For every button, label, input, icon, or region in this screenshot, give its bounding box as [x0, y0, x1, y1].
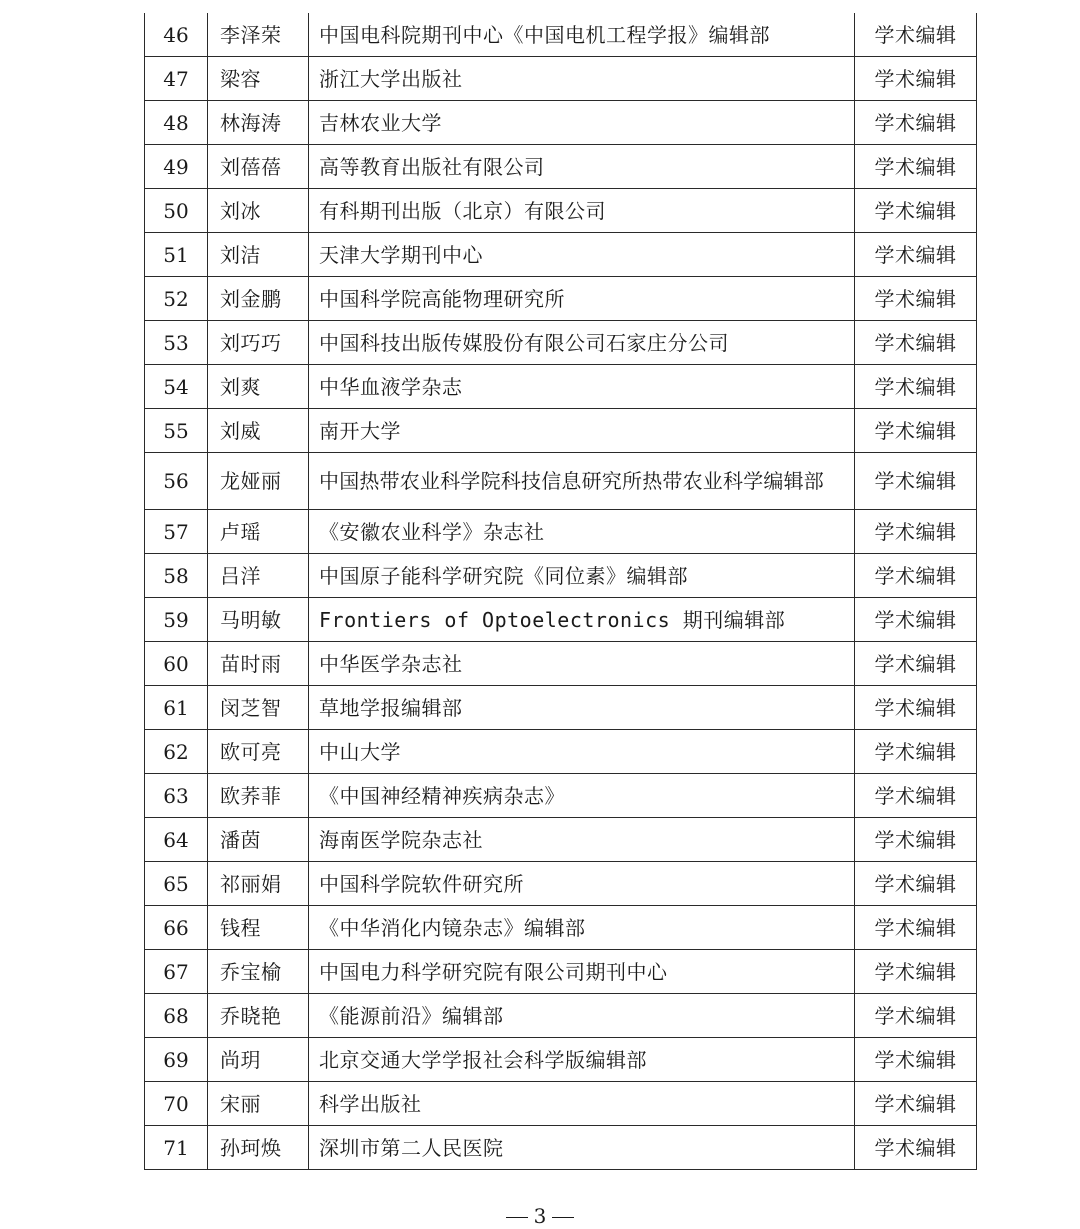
role-cell: 学术编辑 [855, 642, 977, 686]
table-row [145, 686, 977, 730]
table-row [145, 189, 977, 233]
unit-cell: Frontiers of Optoelectronics 期刊编辑部 [309, 598, 855, 642]
row-number-cell: 47 [145, 57, 208, 101]
unit-cell: 深圳市第二人民医院 [309, 1126, 855, 1170]
unit-cell: 中华医学杂志社 [309, 642, 855, 686]
name-cell: 欧可亮 [208, 730, 309, 774]
row-number-cell: 63 [145, 774, 208, 818]
row-number-cell: 56 [145, 453, 208, 510]
row-number-cell: 64 [145, 818, 208, 862]
row-number-cell: 62 [145, 730, 208, 774]
table-row [145, 145, 977, 189]
page-number-left-dash [506, 1217, 528, 1219]
name-cell: 刘蓓蓓 [208, 145, 309, 189]
unit-cell: 中华血液学杂志 [309, 365, 855, 409]
name-cell: 林海涛 [208, 101, 309, 145]
role-cell: 学术编辑 [855, 862, 977, 906]
name-cell: 欧荞菲 [208, 774, 309, 818]
role-cell: 学术编辑 [855, 686, 977, 730]
table-row [145, 818, 977, 862]
unit-cell: 《能源前沿》编辑部 [309, 994, 855, 1038]
role-cell: 学术编辑 [855, 101, 977, 145]
role-cell: 学术编辑 [855, 1126, 977, 1170]
unit-cell: 吉林农业大学 [309, 101, 855, 145]
table-row [145, 774, 977, 818]
row-number-cell: 69 [145, 1038, 208, 1082]
role-cell: 学术编辑 [855, 233, 977, 277]
role-cell: 学术编辑 [855, 321, 977, 365]
row-number-cell: 67 [145, 950, 208, 994]
row-number-cell: 57 [145, 510, 208, 554]
unit-cell: 中国原子能科学研究院《同位素》编辑部 [309, 554, 855, 598]
unit-cell: 浙江大学出版社 [309, 57, 855, 101]
table-row [145, 510, 977, 554]
page-number-right-dash [552, 1217, 574, 1219]
page-number-value: 3 [533, 1204, 547, 1228]
role-cell: 学术编辑 [855, 1082, 977, 1126]
unit-cell: 有科期刊出版（北京）有限公司 [309, 189, 855, 233]
table-row [145, 57, 977, 101]
table-row [145, 233, 977, 277]
role-cell: 学术编辑 [855, 554, 977, 598]
row-number-cell: 66 [145, 906, 208, 950]
role-cell: 学术编辑 [855, 906, 977, 950]
role-cell: 学术编辑 [855, 818, 977, 862]
name-cell: 尚玥 [208, 1038, 309, 1082]
name-cell: 龙娅丽 [208, 453, 309, 510]
role-cell: 学术编辑 [855, 189, 977, 233]
unit-cell: 《中国神经精神疾病杂志》 [309, 774, 855, 818]
unit-cell: 草地学报编辑部 [309, 686, 855, 730]
unit-cell: 《安徽农业科学》杂志社 [309, 510, 855, 554]
unit-cell: 《中华消化内镜杂志》编辑部 [309, 906, 855, 950]
role-cell: 学术编辑 [855, 994, 977, 1038]
name-cell: 刘洁 [208, 233, 309, 277]
name-cell: 刘巧巧 [208, 321, 309, 365]
page-number [0, 1204, 1080, 1228]
table-row [145, 1082, 977, 1126]
table-row [145, 1038, 977, 1082]
row-number-cell: 46 [145, 13, 208, 57]
row-number-cell: 49 [145, 145, 208, 189]
name-cell: 卢瑶 [208, 510, 309, 554]
row-number-cell: 71 [145, 1126, 208, 1170]
unit-cell: 高等教育出版社有限公司 [309, 145, 855, 189]
unit-cell: 海南医学院杂志社 [309, 818, 855, 862]
row-number-cell: 61 [145, 686, 208, 730]
name-cell: 乔晓艳 [208, 994, 309, 1038]
unit-cell: 中国电科院期刊中心《中国电机工程学报》编辑部 [309, 13, 855, 57]
unit-cell: 天津大学期刊中心 [309, 233, 855, 277]
role-cell: 学术编辑 [855, 950, 977, 994]
unit-cell: 中国科学院高能物理研究所 [309, 277, 855, 321]
name-cell: 李泽荣 [208, 13, 309, 57]
table-row [145, 13, 977, 57]
role-cell: 学术编辑 [855, 453, 977, 510]
role-cell: 学术编辑 [855, 730, 977, 774]
role-cell: 学术编辑 [855, 598, 977, 642]
row-number-cell: 58 [145, 554, 208, 598]
role-cell: 学术编辑 [855, 13, 977, 57]
row-number-cell: 48 [145, 101, 208, 145]
name-cell: 梁容 [208, 57, 309, 101]
role-cell: 学术编辑 [855, 774, 977, 818]
table-row [145, 453, 977, 510]
row-number-cell: 51 [145, 233, 208, 277]
unit-cell: 北京交通大学学报社会科学版编辑部 [309, 1038, 855, 1082]
table-row [145, 409, 977, 453]
table-row [145, 950, 977, 994]
row-number-cell: 52 [145, 277, 208, 321]
table-row [145, 1126, 977, 1170]
role-cell: 学术编辑 [855, 365, 977, 409]
row-number-cell: 54 [145, 365, 208, 409]
row-number-cell: 65 [145, 862, 208, 906]
table-row [145, 554, 977, 598]
name-cell: 潘茵 [208, 818, 309, 862]
name-cell: 刘爽 [208, 365, 309, 409]
name-cell: 刘金鹏 [208, 277, 309, 321]
row-number-cell: 55 [145, 409, 208, 453]
unit-cell: 中国热带农业科学院科技信息研究所热带农业科学编辑部 [309, 453, 855, 510]
name-cell: 刘冰 [208, 189, 309, 233]
table-row [145, 101, 977, 145]
table-row [145, 365, 977, 409]
role-cell: 学术编辑 [855, 57, 977, 101]
editor-roster-table [144, 13, 977, 1170]
roster-table-body [145, 13, 977, 1170]
role-cell: 学术编辑 [855, 1038, 977, 1082]
table-row [145, 994, 977, 1038]
table-row [145, 321, 977, 365]
unit-cell: 南开大学 [309, 409, 855, 453]
row-number-cell: 70 [145, 1082, 208, 1126]
role-cell: 学术编辑 [855, 510, 977, 554]
row-number-cell: 59 [145, 598, 208, 642]
row-number-cell: 50 [145, 189, 208, 233]
unit-cell: 中山大学 [309, 730, 855, 774]
name-cell: 乔宝榆 [208, 950, 309, 994]
table-row [145, 730, 977, 774]
name-cell: 钱程 [208, 906, 309, 950]
table-row [145, 598, 977, 642]
name-cell: 闵芝智 [208, 686, 309, 730]
table-row [145, 906, 977, 950]
role-cell: 学术编辑 [855, 409, 977, 453]
name-cell: 刘威 [208, 409, 309, 453]
table-row [145, 277, 977, 321]
name-cell: 马明敏 [208, 598, 309, 642]
role-cell: 学术编辑 [855, 145, 977, 189]
name-cell: 吕洋 [208, 554, 309, 598]
unit-cell: 中国科学院软件研究所 [309, 862, 855, 906]
unit-cell: 中国电力科学研究院有限公司期刊中心 [309, 950, 855, 994]
name-cell: 孙珂焕 [208, 1126, 309, 1170]
row-number-cell: 68 [145, 994, 208, 1038]
unit-cell: 中国科技出版传媒股份有限公司石家庄分公司 [309, 321, 855, 365]
name-cell: 祁丽娟 [208, 862, 309, 906]
name-cell: 苗时雨 [208, 642, 309, 686]
table-row [145, 642, 977, 686]
role-cell: 学术编辑 [855, 277, 977, 321]
name-cell: 宋丽 [208, 1082, 309, 1126]
row-number-cell: 60 [145, 642, 208, 686]
table-row [145, 862, 977, 906]
unit-cell: 科学出版社 [309, 1082, 855, 1126]
row-number-cell: 53 [145, 321, 208, 365]
